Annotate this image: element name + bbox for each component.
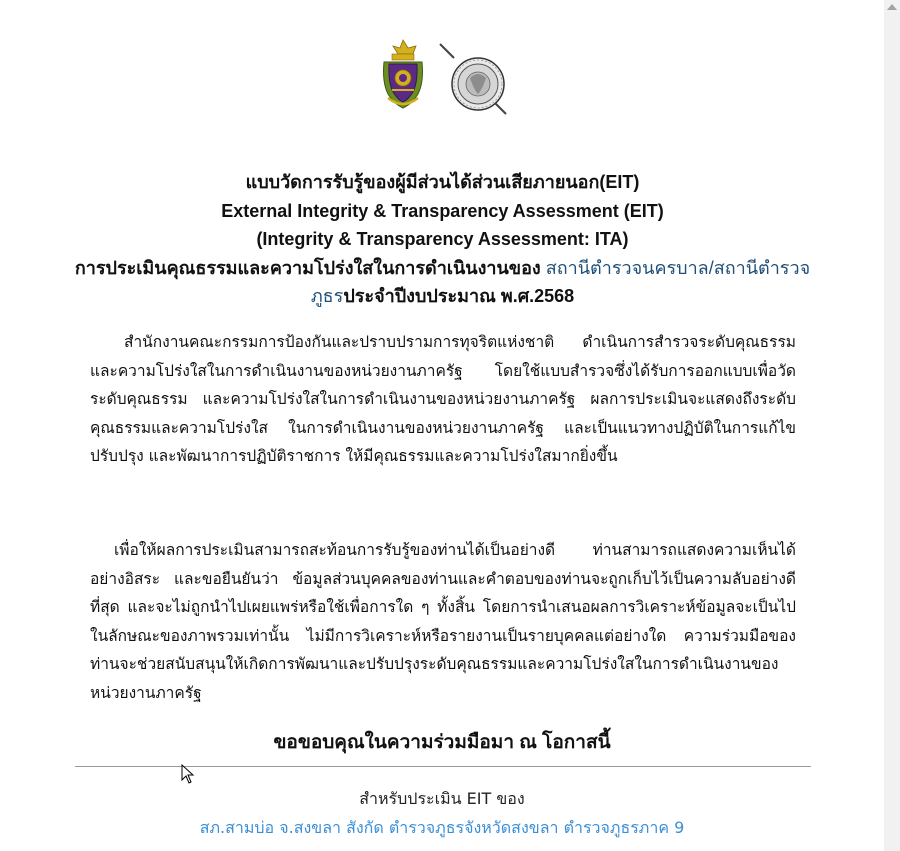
mouse-cursor-icon xyxy=(181,764,195,784)
intro-paragraph: สำนักงานคณะกรรมการป้องกันและปราบปรามการทุจริตแห่งชาติ ดำเนินการสำรวจระดับคุณธรรม และความโปร่งใสในการดำเนินงานของหน่วยงานภาครัฐ โดยใช้แบบสำรวจซึ่งได้รับการออกแบบเพื่อวัดระดับคุณธรรม และความโปร่งใสในการดำเนินงานของหน่วยงานภาครัฐ ผลการประเมินจะแสดงถึงระดับคุณธรรมและความโปร่งใส ในการดำเนินงานของหน่วยงานภาครัฐ และเป็นแนวทางปฏิบัติในการแก้ไข ปรับปรุง และพัฒนาการปฏิบัติราชการ ให้มีคุณธรรมและความโปร่งใสมากยิ่งขึ้น xyxy=(90,333,796,465)
header-fiscal-year: ประจำปีงบประมาณ พ.ศ.2568 xyxy=(343,286,575,306)
header-org-name: สถานีตำรวจนครบาล/สถานีตำรวจภูธร xyxy=(310,257,811,306)
header-subtitle-ita: (Integrity & Transparency Assessment: ITA) xyxy=(256,229,629,249)
vertical-scrollbar[interactable] xyxy=(884,0,900,851)
scroll-up-arrow-icon[interactable] xyxy=(887,4,897,10)
survey-header xyxy=(60,168,825,311)
eval-target-org-link[interactable]: สภ.สามบ่อ จ.สงขลา สังกัด ตำรวจภูธรจังหวัดสงขลา ตำรวจภูธรภาค 9 xyxy=(199,818,685,837)
privacy-paragraph: เพื่อให้ผลการประเมินสามารถสะท้อนการรับรู้ของท่านได้เป็นอย่างดี ท่านสามารถแสดงความเห็นได้อย่างอิสระ และขอยืนยันว่า ข้อมูลส่วนบุคคลของท่านและคำตอบของท่านจะถูกเก็บไว้เป็นความลับอย่างดีที่สุด และจะไม่ถูกนำไปเผยแพร่หรือใช้เพื่อการใด ๆ ทั้งสิ้น โดยการนำเสนอผลการวิเคราะห์ข้อมูลจะเป็นไปในลักษณะของภาพรวมเท่านั้น ไม่มีการวิเคราะห์หรือรายงานเป็นรายบุคคลแต่อย่างใด ความร่วมมือของท่านจะช่วยสนับสนุนให้เกิดการพัฒนาและปรับปรุงระดับคุณธรรมและความโปร่งใสในการดำเนินงานของหน่วยงานภาครัฐ xyxy=(90,541,796,702)
thanks-message: ขอขอบคุณในความร่วมมือมา ณ โอกาสนี้ xyxy=(273,732,611,753)
police-emblem-icon xyxy=(378,38,428,112)
header-title-english: External Integrity & Transparency Assessment (EIT) xyxy=(221,200,664,221)
header-title-thai: แบบวัดการรับรู้ของผู้มีส่วนได้ส่วนเสียภายนอก(EIT) xyxy=(245,172,640,192)
eval-target-label: สำหรับประเมิน EIT ของ xyxy=(359,789,525,808)
header-assessment-prefix: การประเมินคุณธรรมและความโปร่งใสในการดำเนินงานของ xyxy=(74,257,546,278)
nacc-seal-icon xyxy=(436,40,510,118)
logos xyxy=(378,38,518,122)
header-assessment-line xyxy=(60,254,825,311)
